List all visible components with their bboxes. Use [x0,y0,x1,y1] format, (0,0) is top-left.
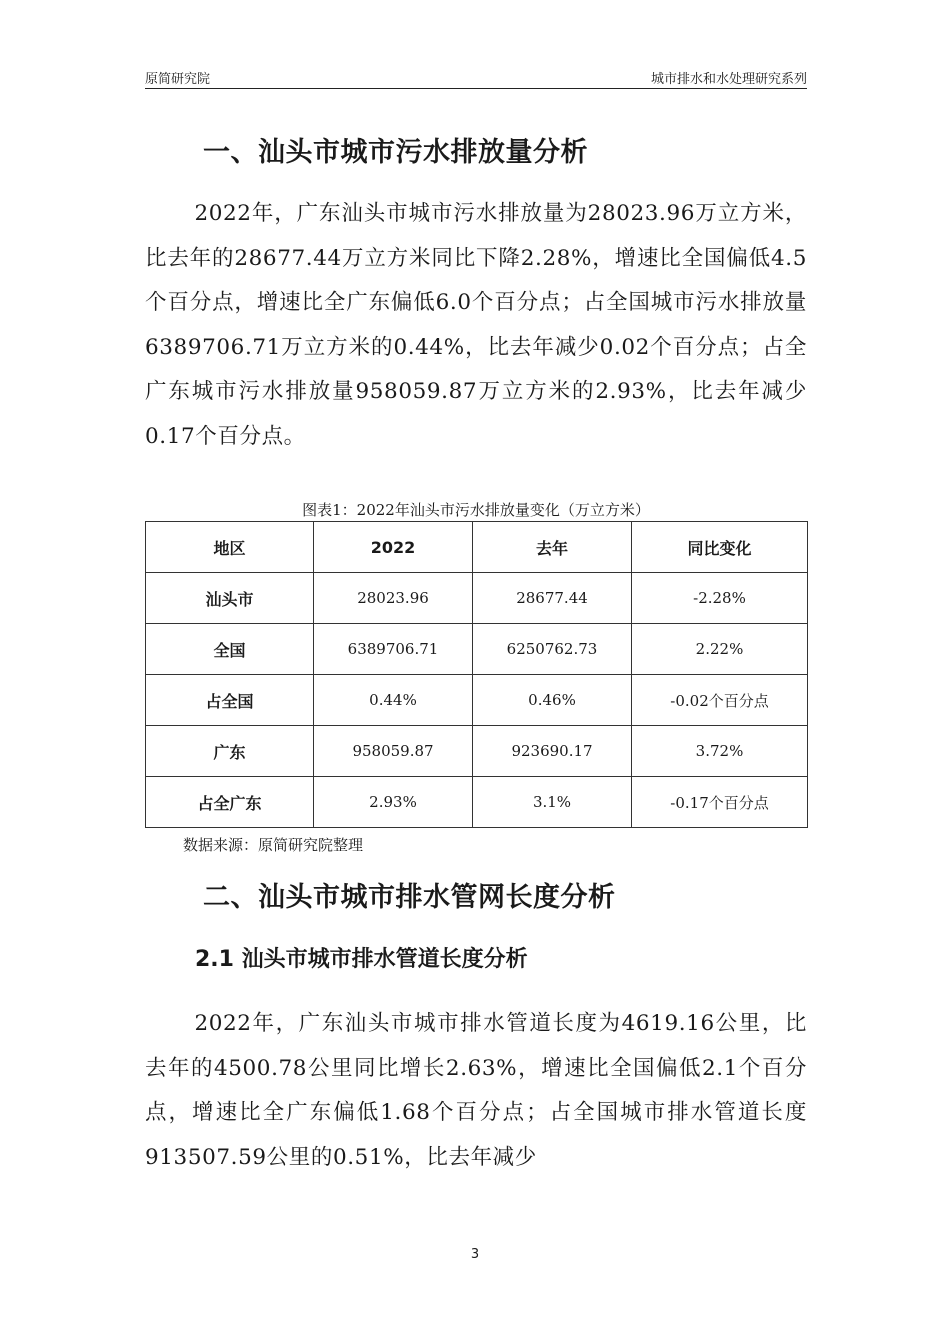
value-2022-cell: 28023.96 [314,573,473,624]
region-cell: 全国 [146,624,314,675]
value-last-year-cell: 923690.17 [473,726,632,777]
yoy-change-cell: -0.17个百分点 [632,777,808,828]
table-header-row [146,522,808,573]
table-row [146,573,808,624]
value-last-year-cell: 0.46% [473,675,632,726]
yoy-change-cell: -2.28% [632,573,808,624]
section2-paragraph: 2022年，广东汕头市城市排水管道长度为4619.16公里，比去年的4500.78公里同比增长2.63%，增速比全国偏低2.1个百分点，增速比全广东偏低1.68个百分点；占全国城市排水管道长度913507.59公里的0.51%，比去年减少 [145,1011,807,1170]
region-cell: 汕头市 [146,573,314,624]
table-row [146,726,808,777]
table-source-note: 数据来源：原简研究院整理 [183,836,364,854]
page-header [145,66,807,89]
column-header-2022: 2022 [314,522,473,573]
header-org-name: 原简研究院 [145,72,211,87]
value-last-year-cell: 28677.44 [473,573,632,624]
column-header-yoy-change: 同比变化 [632,522,808,573]
value-last-year-cell: 6250762.73 [473,624,632,675]
table-row [146,675,808,726]
region-cell: 占全广东 [146,777,314,828]
region-cell: 广东 [146,726,314,777]
value-last-year-cell: 3.1% [473,777,632,828]
section1-paragraph: 2022年，广东汕头市城市污水排放量为28023.96万立方米，比去年的28677.44万立方米同比下降2.28%，增速比全国偏低4.5个百分点，增速比全广东偏低6.0个百分点；占全国城市污水排放量6389706.71万立方米的0.44%，比去年减少0.02个百分点；占全广东城市污水排放量958059.87万立方米的2.93%，比去年减少0.17个百分点。 [145,201,807,449]
page-number: 3 [470,1247,480,1262]
value-2022-cell: 0.44% [314,675,473,726]
yoy-change-cell: 2.22% [632,624,808,675]
column-header-region: 地区 [146,522,314,573]
table-row [146,777,808,828]
value-2022-cell: 958059.87 [314,726,473,777]
section1-title: 一、汕头市城市污水排放量分析 [203,137,588,168]
section2-title: 二、汕头市城市排水管网长度分析 [203,882,616,913]
emission-table [145,521,808,828]
table-row [146,624,808,675]
header-series-title: 城市排水和水处理研究系列 [650,72,807,87]
yoy-change-cell: -0.02个百分点 [632,675,808,726]
region-cell: 占全国 [146,675,314,726]
yoy-change-cell: 3.72% [632,726,808,777]
column-header-last-year: 去年 [473,522,632,573]
value-2022-cell: 6389706.71 [314,624,473,675]
table-caption: 图表1：2022年汕头市污水排放量变化（万立方米） [302,501,650,519]
section2-subtitle: 2.1 汕头市城市排水管道长度分析 [195,947,528,972]
value-2022-cell: 2.93% [314,777,473,828]
